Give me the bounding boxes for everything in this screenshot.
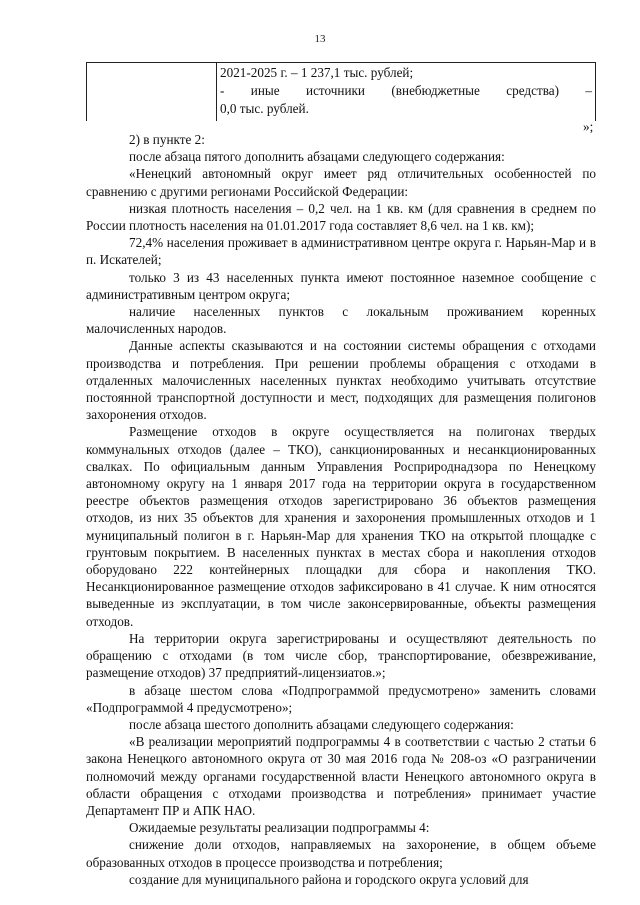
paragraph-3: «Ненецкий автономный округ имеет ряд отличительных особенностей по сравнению с другими регионами Российской Федерации: bbox=[86, 166, 596, 199]
table-cell-funding bbox=[220, 64, 592, 118]
paragraph-14: Ожидаемые результаты реализации подпрограммы 4: bbox=[129, 820, 430, 836]
table-line-2-text: - иные источники (внебюджетные средства) – bbox=[220, 83, 592, 98]
paragraph-2: после абзаца пятого дополнить абзацами следующего содержания: bbox=[129, 149, 505, 165]
paragraph-1: 2) в пункте 2: bbox=[129, 132, 205, 147]
paragraph-5: 72,4% населения проживает в административном центре округа г. Нарьян-Мар и в п. Искателей; bbox=[86, 235, 596, 268]
table-line-3: 0,0 тыс. рублей. bbox=[220, 101, 309, 116]
paragraph-16: создание для муниципального района и городского округа условий для bbox=[129, 871, 529, 887]
paragraph-10: На территории округа зарегистрированы и осуществляют деятельность по обращению с отходами (в том числе сбор, транспортирование, обезвреживание, размещение отходов) 37 предприятий-лицензиатов.»; bbox=[86, 630, 596, 681]
quote-end-mark: »; bbox=[583, 119, 594, 134]
table-column-divider bbox=[216, 63, 217, 121]
table-line-2 bbox=[220, 82, 592, 100]
paragraph-15: снижение доли отходов, направляемых на захоронение, в общем объеме образованных отходов в процессе производства и потребления; bbox=[86, 837, 596, 870]
paragraph-11: в абзаце шестом слова «Подпрограммой предусмотрено» заменить словами «Подпрограммой 4 предусмотрено»; bbox=[86, 682, 596, 715]
paragraph-13: «В реализации мероприятий подпрограммы 4 в соответствии с частью 2 статьи 6 закона Ненецкого автономного округа от 30 мая 2016 года № 208-оз «О разграничении полномочий между органами государственной власти Ненецкого автономного округа в области обращения с отходами производства и потребления» принимает участие Департамент ПР и АПК НАО. bbox=[86, 734, 596, 818]
table-line-1: 2021-2025 г. – 1 237,1 тыс. рублей; bbox=[220, 65, 414, 80]
paragraph-6: только 3 из 43 населенных пункта имеют постоянное наземное сообщение с административным центром округа; bbox=[86, 269, 596, 302]
page-number: 13 bbox=[314, 33, 326, 45]
paragraph-7: наличие населенных пунктов с локальным проживанием коренных малочисленных народов. bbox=[86, 304, 596, 337]
paragraph-8: Данные аспекты сказываются и на состоянии системы обращения с отходами производства и потребления. При решении проблемы обращения с отходами в отдаленных малочисленных населенных пунктах необходимо учитывать отсутствие постоянной транспортной доступности и мест, подходящих для размещения полигонов захоронения отходов. bbox=[86, 338, 596, 423]
budget-table bbox=[86, 62, 596, 121]
paragraph-9: Размещение отходов в округе осуществляется на полигонах твердых коммунальных отходов (далее – ТКО), санкционированных и несанкционированных свалках. По официальным данным Управления Росприроднадзора по Ненецкому автономному округу на 1 января 2017 года на территории округа в государственном реестре объектов размещения отходов зарегистрировано 36 объектов размещения отходов, из них 35 объектов для хранения и захоронения промышленных отходов и 1 муниципальный полигон в г. Нарьян-Мар для хранения ТКО на открытой площадке с грунтовым покрытием. В населенных пунктах в местах сбора и накопления отходов оборудовано 222 контейнерных площадки для сбора и накопления ТКО. Несанкционированное размещение отходов зафиксировано в 41 случае. К ним относятся выведенные из эксплуатации, в том числе законсервированные, объекты размещения отходов. bbox=[86, 424, 596, 629]
document-body bbox=[86, 131, 596, 888]
paragraph-4: низкая плотность населения – 0,2 чел. на 1 кв. км (для сравнения в среднем по России плотность населения на 01.01.2017 года составляет 8,6 чел. на 1 кв. км); bbox=[86, 200, 596, 234]
paragraph-12: после абзаца шестого дополнить абзацами следующего содержания: bbox=[129, 716, 514, 732]
